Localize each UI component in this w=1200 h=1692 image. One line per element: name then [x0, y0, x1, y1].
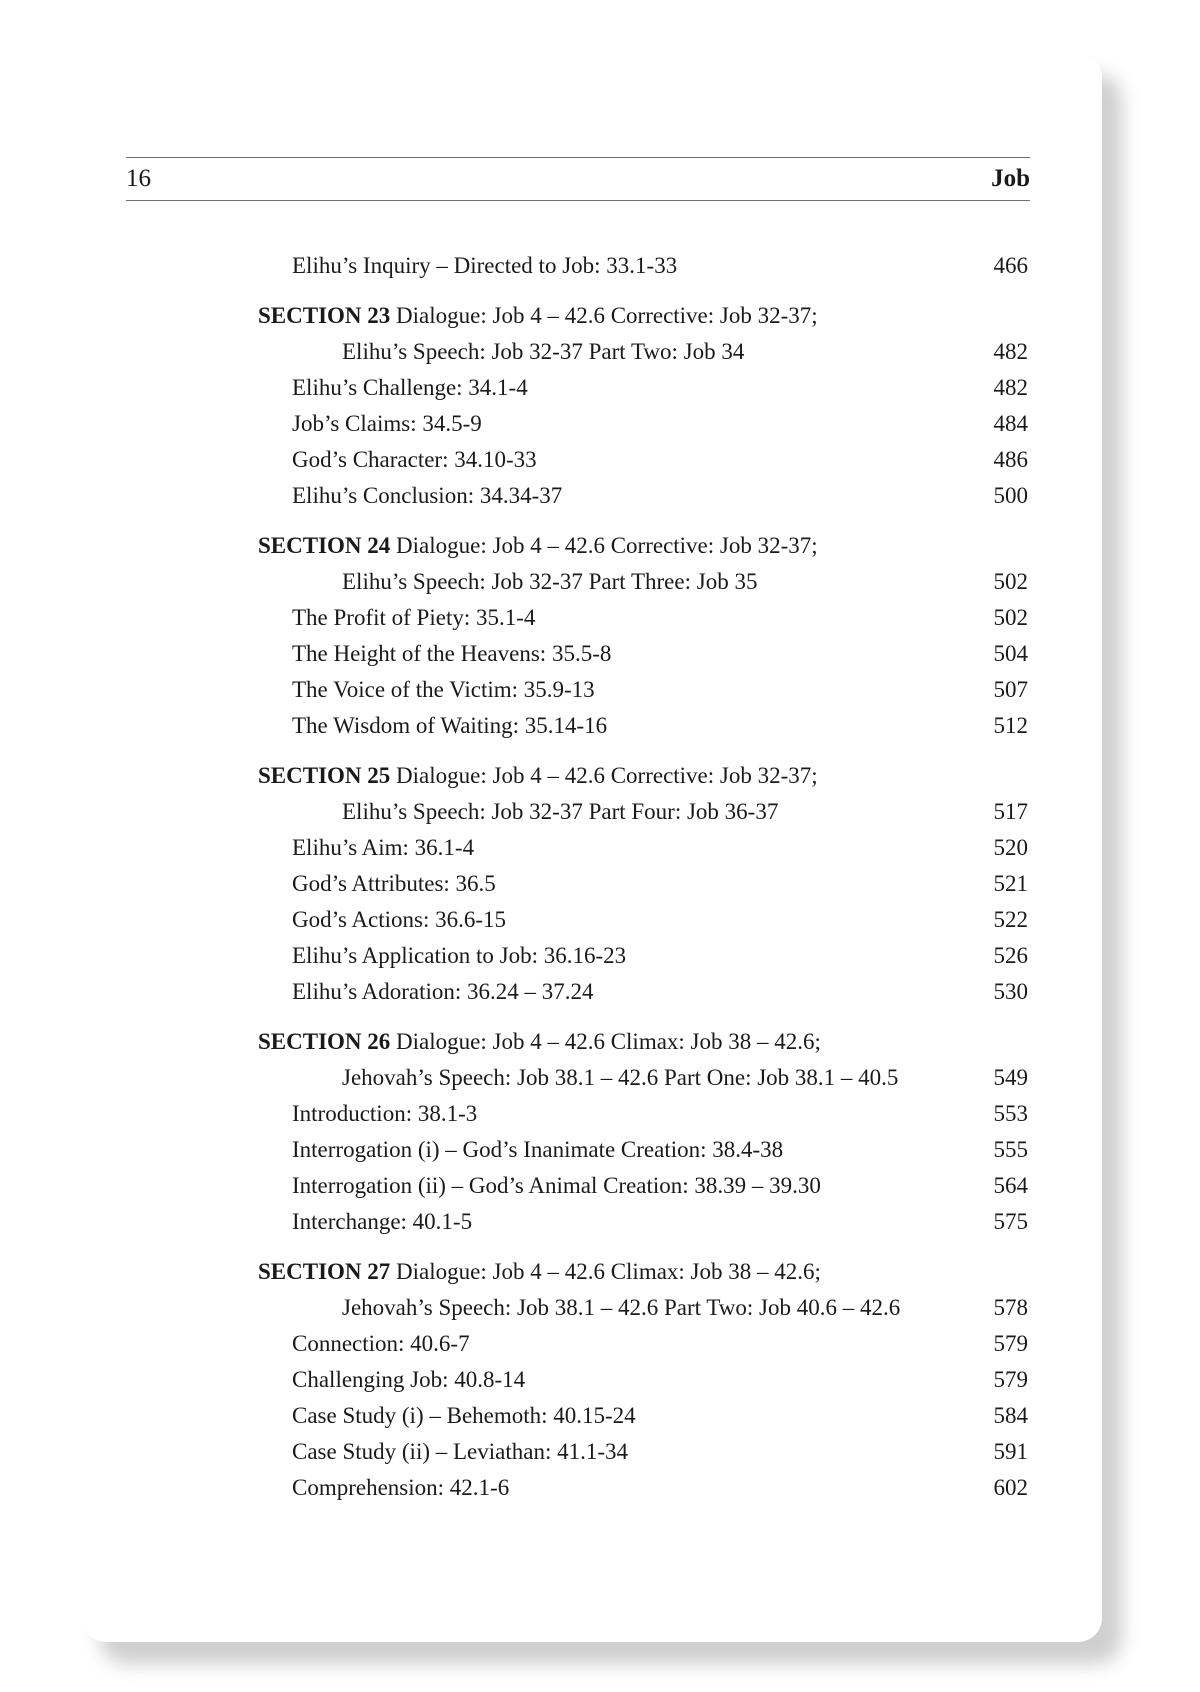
toc-entry	[0, 636, 1028, 672]
toc-section-heading	[0, 1024, 1028, 1060]
toc-entry-title	[292, 672, 595, 708]
toc-entry	[0, 478, 1028, 514]
toc-section-heading	[0, 1254, 1028, 1290]
toc-page-number: 584	[993, 1403, 1028, 1428]
section-label: SECTION 24	[258, 533, 391, 558]
toc-entry-text: The Height of the Heavens: 35.5-8	[292, 641, 612, 666]
toc-entry-title	[292, 1470, 509, 1506]
toc-entry-title	[292, 370, 528, 406]
toc-page-number: 549	[993, 1065, 1028, 1090]
toc-entry-title	[292, 1168, 821, 1204]
toc-entry-title	[292, 248, 677, 284]
toc-entry-title	[292, 406, 482, 442]
toc-page-number: 484	[993, 411, 1028, 436]
toc-page-number: 578	[993, 1295, 1028, 1320]
toc-entry-text: Jehovah’s Speech: Job 38.1 – 42.6 Part Two: Job 40.6 – 42.6	[342, 1295, 901, 1320]
toc-entry-title	[342, 1290, 900, 1326]
toc-entry-text: Dialogue: Job 4 – 42.6 Corrective: Job 32-37;	[396, 303, 818, 328]
toc-entry-title	[292, 1362, 525, 1398]
toc-entry	[0, 1434, 1028, 1470]
toc-page-number: 579	[993, 1331, 1028, 1356]
toc-entry-title	[342, 794, 778, 830]
toc-page-number: 482	[993, 375, 1028, 400]
toc-page-number: 517	[993, 799, 1028, 824]
toc-page-number: 564	[993, 1173, 1028, 1198]
toc-entry	[0, 1168, 1028, 1204]
toc-entry-title	[292, 442, 537, 478]
toc-entry-title	[292, 600, 535, 636]
toc-entry	[0, 866, 1028, 902]
toc-entry-text: Elihu’s Application to Job: 36.16-23	[292, 943, 627, 968]
toc-entry-title	[292, 1096, 477, 1132]
toc-page-number: 507	[993, 677, 1028, 702]
toc-page-number: 526	[993, 943, 1028, 968]
toc-entry-title	[258, 298, 818, 334]
toc-entry-text: Interchange: 40.1-5	[292, 1209, 473, 1234]
toc-page-number: 486	[993, 447, 1028, 472]
toc-entry	[0, 902, 1028, 938]
toc-entry-title	[342, 564, 757, 600]
section-label: SECTION 25	[258, 763, 391, 788]
toc-entry	[0, 1362, 1028, 1398]
toc-entry-title	[292, 938, 626, 974]
toc-page-number: 530	[993, 979, 1028, 1004]
toc-entry-text: God’s Character: 34.10-33	[292, 447, 537, 472]
toc-entry	[0, 794, 1028, 830]
toc-entry-text: The Profit of Piety: 35.1-4	[292, 605, 536, 630]
toc-page-number: 512	[993, 713, 1028, 738]
toc-page-number: 591	[993, 1439, 1028, 1464]
toc-entry-text: Elihu’s Conclusion: 34.34-37	[292, 483, 563, 508]
toc-page-number: 555	[993, 1137, 1028, 1162]
page-number: 16	[126, 165, 151, 192]
toc-section-heading	[0, 528, 1028, 564]
toc-entry-text: Case Study (ii) – Leviathan: 41.1-34	[292, 1439, 628, 1464]
toc-entry-title	[258, 528, 818, 564]
toc-entry	[0, 1326, 1028, 1362]
toc-page-number: 579	[993, 1367, 1028, 1392]
toc-entry-text: God’s Actions: 36.6-15	[292, 907, 507, 932]
toc-entry	[0, 1470, 1028, 1506]
toc-page-number: 575	[993, 1209, 1028, 1234]
toc-entry-text: Connection: 40.6-7	[292, 1331, 470, 1356]
toc-entry-title	[292, 974, 594, 1010]
toc-entry	[0, 830, 1028, 866]
toc-section-heading	[0, 758, 1028, 794]
toc-entry	[0, 1132, 1028, 1168]
toc-entry-text: Comprehension: 42.1-6	[292, 1475, 510, 1500]
toc-entry-text: Job’s Claims: 34.5-9	[292, 411, 482, 436]
toc-page-number: 500	[993, 483, 1028, 508]
toc-page-number: 482	[993, 339, 1028, 364]
toc-entry-text: Elihu’s Speech: Job 32-37 Part Three: Job 35	[342, 569, 758, 594]
section-label: SECTION 23	[258, 303, 391, 328]
toc-entry-title	[292, 1398, 636, 1434]
toc-entry	[0, 1096, 1028, 1132]
toc-entry-text: Elihu’s Challenge: 34.1-4	[292, 375, 528, 400]
toc-entry-title	[342, 1060, 898, 1096]
toc-entry-text: The Voice of the Victim: 35.9-13	[292, 677, 595, 702]
toc-entry	[0, 1060, 1028, 1096]
toc-entry-text: Elihu’s Speech: Job 32-37 Part Two: Job 34	[342, 339, 745, 364]
toc-page-number: 520	[993, 835, 1028, 860]
toc-entry-title	[292, 1434, 628, 1470]
section-label: SECTION 26	[258, 1029, 391, 1054]
toc-entry-text: Jehovah’s Speech: Job 38.1 – 42.6 Part One: Job 38.1 – 40.5	[342, 1065, 899, 1090]
toc-entry-title	[292, 708, 607, 744]
toc-entry-text: Challenging Job: 40.8-14	[292, 1367, 526, 1392]
toc-entry	[0, 708, 1028, 744]
toc-entry-text: God’s Attributes: 36.5	[292, 871, 496, 896]
toc-entry-title	[292, 830, 474, 866]
toc-entry-text: Dialogue: Job 4 – 42.6 Corrective: Job 32-37;	[396, 763, 818, 788]
toc-entry-text: Elihu’s Aim: 36.1-4	[292, 835, 475, 860]
toc-entry	[0, 1204, 1028, 1240]
toc-entry-title	[258, 1024, 821, 1060]
toc-entry	[0, 1398, 1028, 1434]
toc-entry-text: Introduction: 38.1-3	[292, 1101, 478, 1126]
toc-entry	[0, 370, 1028, 406]
toc-entry-text: Interrogation (i) – God’s Inanimate Creation: 38.4-38	[292, 1137, 784, 1162]
toc-entry-title	[292, 636, 611, 672]
toc-entry-title	[292, 478, 562, 514]
section-label: SECTION 27	[258, 1259, 391, 1284]
toc-entry-title	[292, 1132, 783, 1168]
toc-entry	[0, 406, 1028, 442]
toc-entry	[0, 248, 1028, 284]
toc-entry-title	[342, 334, 744, 370]
toc-entry-text: Elihu’s Inquiry – Directed to Job: 33.1-33	[292, 253, 678, 278]
toc-entry-text: Case Study (i) – Behemoth: 40.15-24	[292, 1403, 636, 1428]
book-title: Job	[991, 165, 1030, 192]
toc-entry	[0, 600, 1028, 636]
toc-entry-text: Dialogue: Job 4 – 42.6 Corrective: Job 32-37;	[396, 533, 818, 558]
toc-entry-text: Dialogue: Job 4 – 42.6 Climax: Job 38 – 42.6;	[396, 1029, 821, 1054]
toc-entry-title	[292, 1204, 472, 1240]
toc-entry-text: The Wisdom of Waiting: 35.14-16	[292, 713, 608, 738]
toc-entry-text: Elihu’s Adoration: 36.24 – 37.24	[292, 979, 594, 1004]
toc-page-number: 502	[993, 605, 1028, 630]
toc-section-heading	[0, 298, 1028, 334]
toc-page-number: 522	[993, 907, 1028, 932]
toc-page-number: 502	[993, 569, 1028, 594]
toc-entry-title	[292, 866, 496, 902]
toc-entry	[0, 334, 1028, 370]
toc-page-number: 504	[993, 641, 1028, 666]
toc-entry-text: Interrogation (ii) – God’s Animal Creation: 38.39 – 39.30	[292, 1173, 821, 1198]
toc-page-number: 466	[993, 253, 1028, 278]
toc-entry	[0, 974, 1028, 1010]
toc-entry-title	[258, 758, 818, 794]
toc-entry	[0, 564, 1028, 600]
toc-page-number: 602	[993, 1475, 1028, 1500]
toc-entry-title	[292, 1326, 470, 1362]
toc-entry	[0, 1290, 1028, 1326]
toc-entry	[0, 442, 1028, 478]
toc-entry-text: Elihu’s Speech: Job 32-37 Part Four: Job 36-37	[342, 799, 779, 824]
toc-entry-text: Dialogue: Job 4 – 42.6 Climax: Job 38 – 42.6;	[396, 1259, 821, 1284]
toc-entry	[0, 938, 1028, 974]
toc-entry-title	[292, 902, 506, 938]
toc-page-number: 553	[993, 1101, 1028, 1126]
toc-entry	[0, 672, 1028, 708]
toc-page-number: 521	[993, 871, 1028, 896]
toc-entry-title	[258, 1254, 821, 1290]
